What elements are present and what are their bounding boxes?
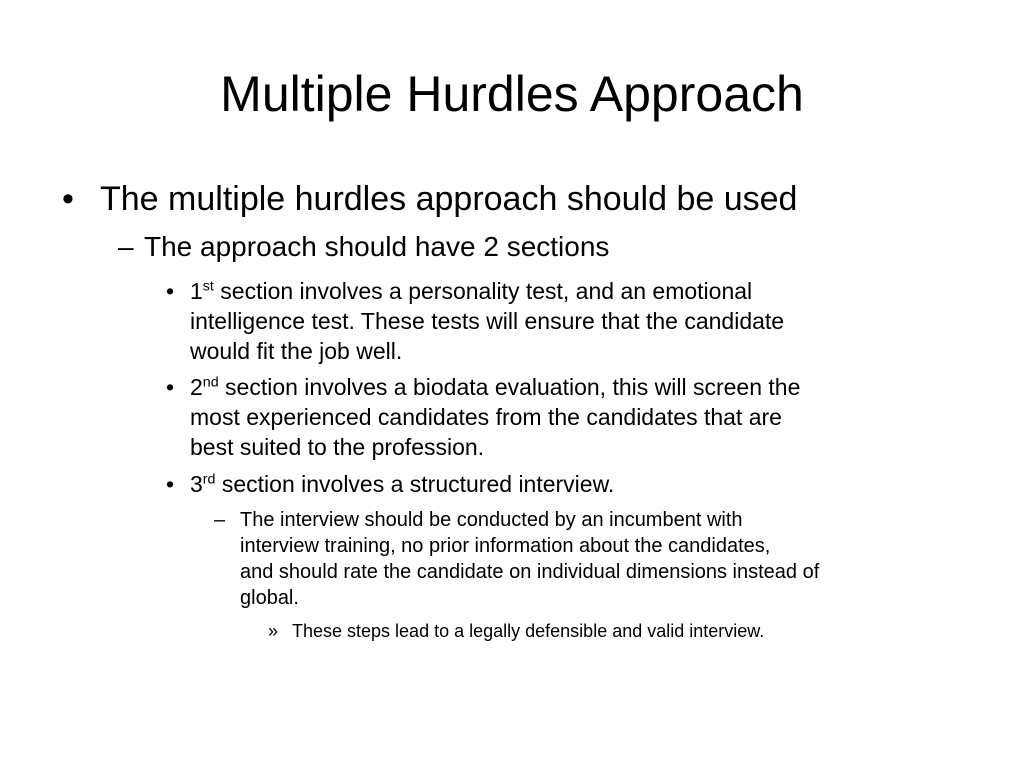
section-1-line-1: 1st section involves a personality test, and an emotional [190,278,753,304]
bullet-point-1: The multiple hurdles approach should be used [100,180,798,218]
interview-note-line-4: global. [240,587,299,609]
bullet-marker: • [166,278,175,304]
section-2-line-3: best suited to the profession. [190,434,485,460]
interview-note-line-2: interview training, no prior information about the candidates, [240,535,771,557]
sub-point-sections: The approach should have 2 sections [144,231,610,262]
slide-title: Multiple Hurdles Approach [220,66,804,122]
interview-note-line-1: The interview should be conducted by an incumbent with [240,509,743,531]
interview-note-line-3: and should rate the candidate on individual dimensions instead of [240,561,820,583]
section-1-line-2: intelligence test. These tests will ensure that the candidate [190,308,785,334]
bullet-marker: • [166,471,175,497]
section-2-line-1: 2nd section involves a biodata evaluation, this will screen the [190,374,801,400]
section-2-line-2: most experienced candidates from the candidates that are [190,404,782,430]
bullet-marker: • [62,180,74,218]
final-note: These steps lead to a legally defensible and valid interview. [292,621,765,641]
dash-marker: – [118,231,134,262]
chevron-marker: » [268,621,279,641]
dash-marker: – [214,509,226,531]
section-3-line-1: 3rd section involves a structured interview. [190,471,615,497]
bullet-marker: • [166,374,175,400]
section-1-line-3: would fit the job well. [190,338,403,364]
